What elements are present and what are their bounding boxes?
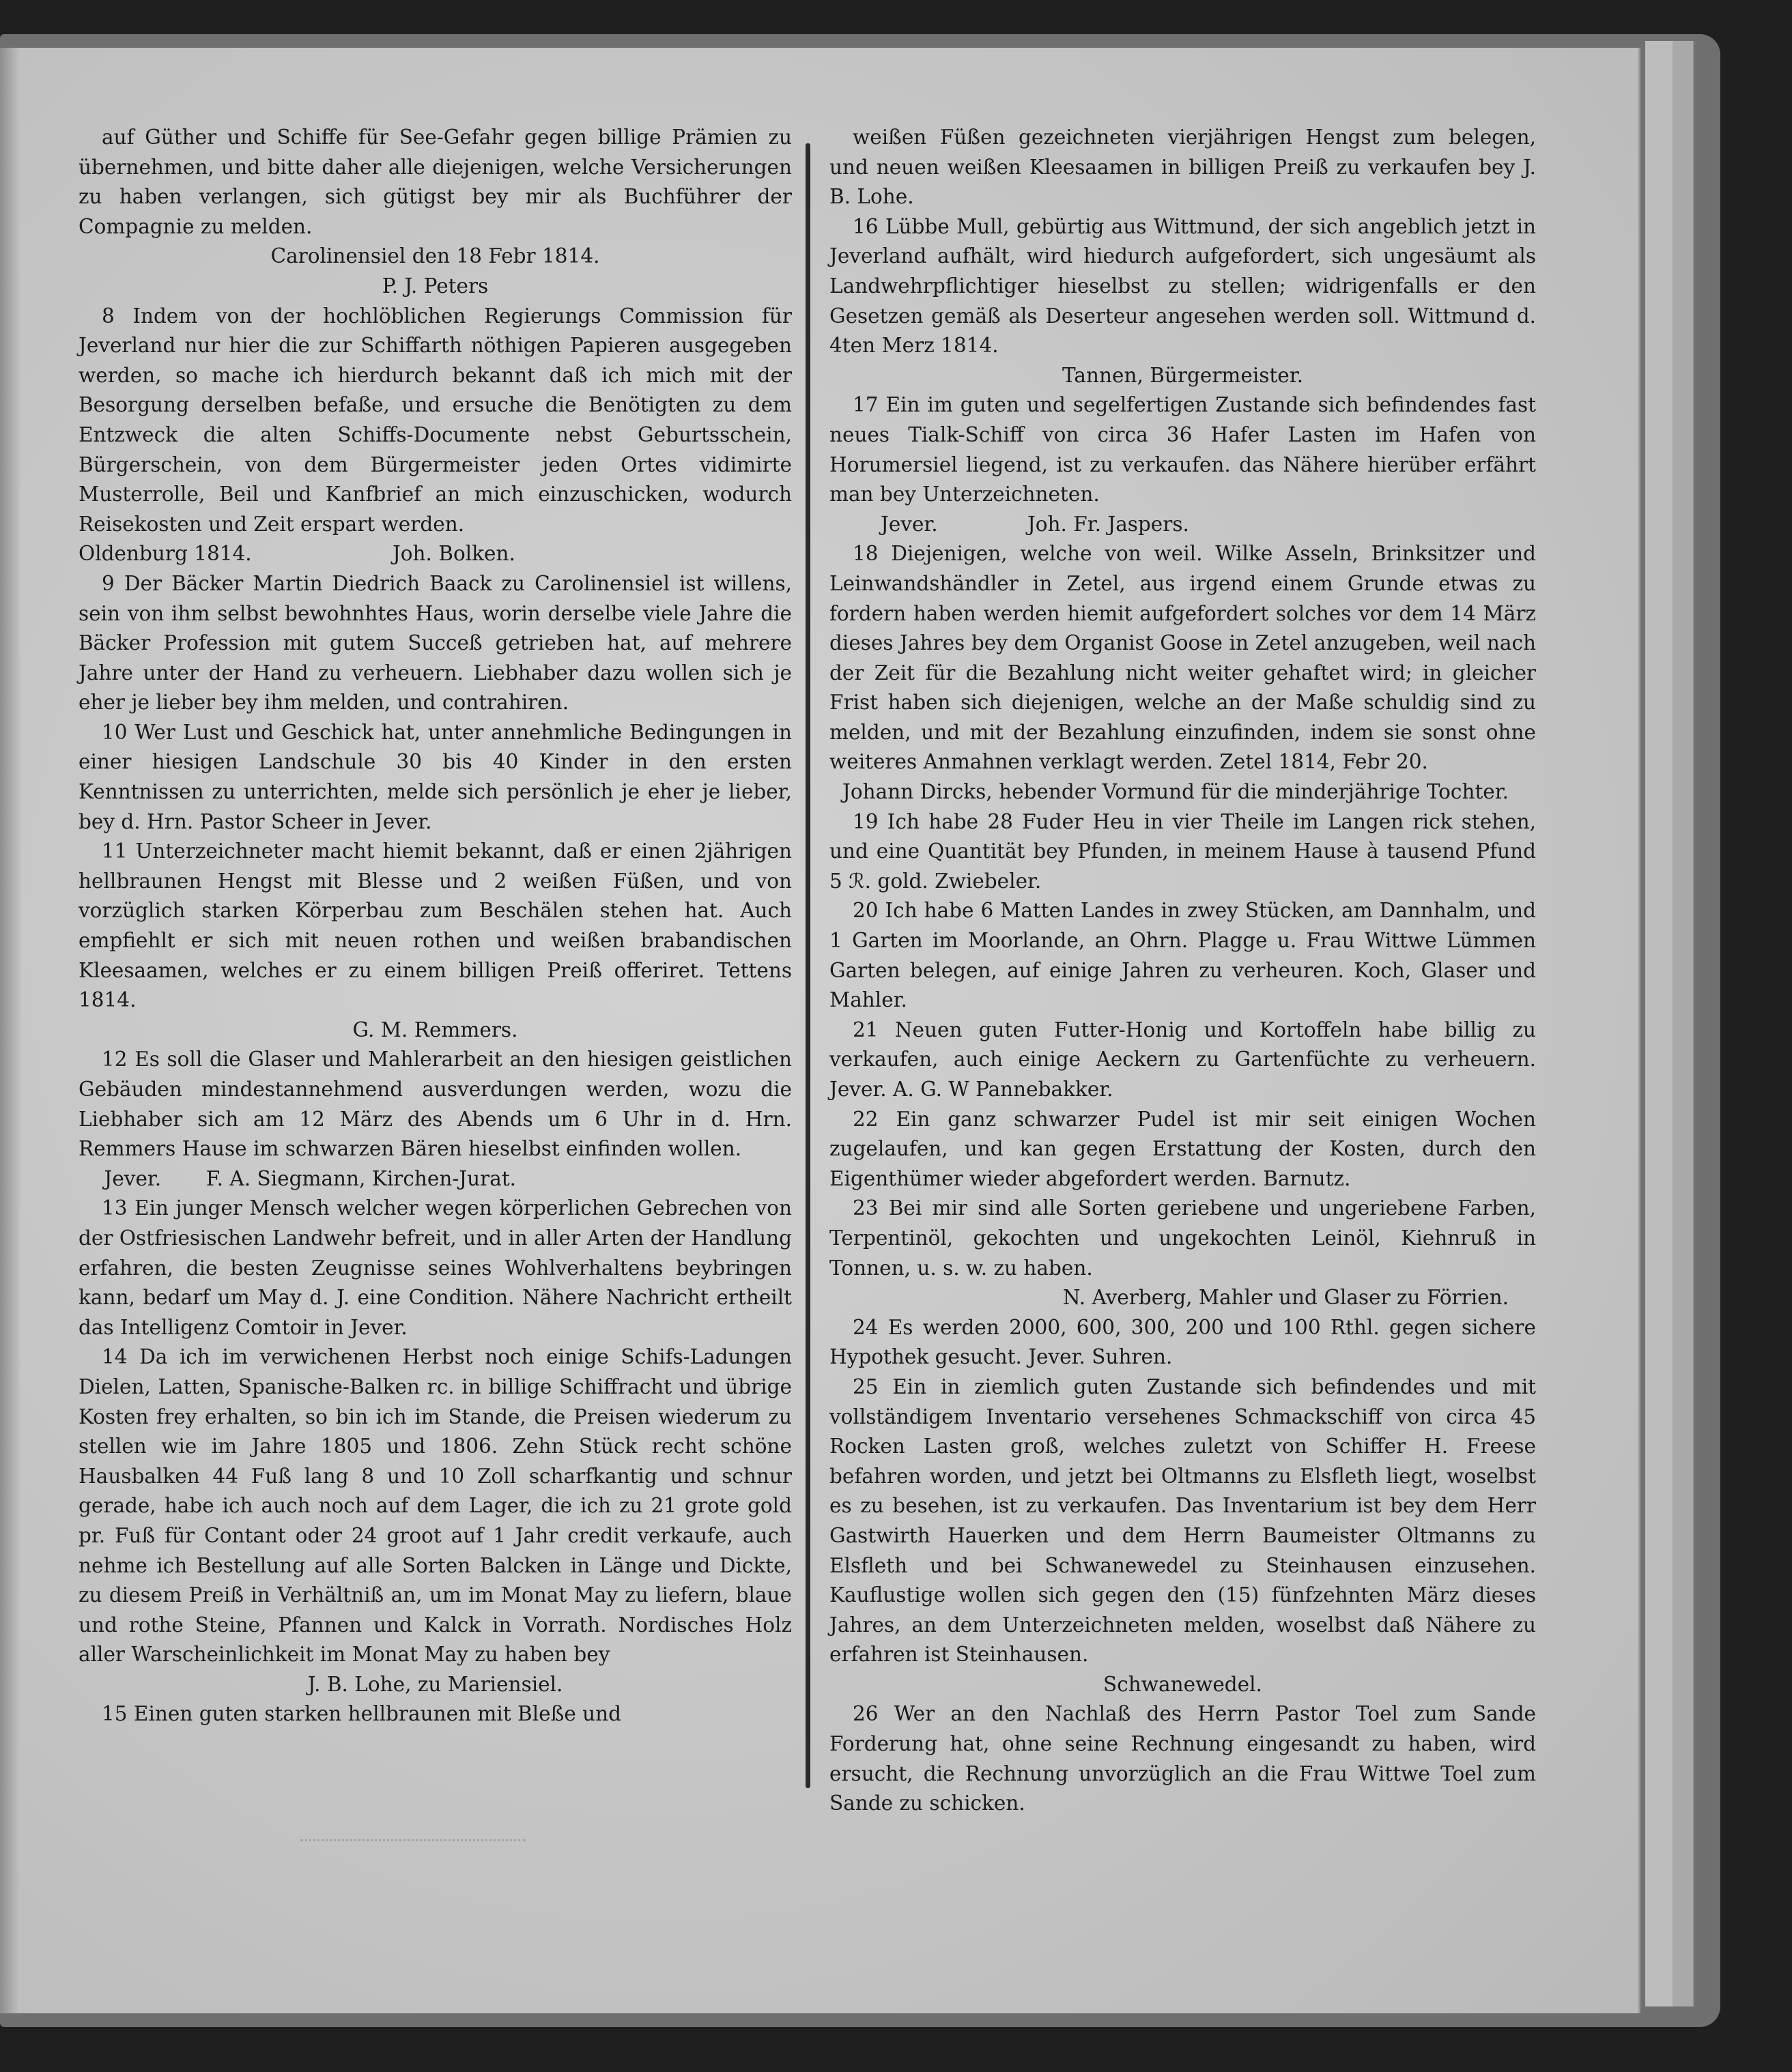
right-column-item-4: 17 Ein im guten und segelfertigen Zustande sich befindendes fast neues Tialk-Schiff von circa 36 Hafer Lasten im Hafen von Horumersiel liegend, ist zu verkaufen. das Nähere hierüber erfährt man bey Unterzeichneten. — [829, 393, 1536, 506]
right-column-item-10: 21 Neuen guten Futter-Honig und Kortoffeln habe billig zu verkaufen, auch einige Aeckern zu Gartenfüchte zu verheuern. Jever. A. G. W Pannebakker. — [829, 1018, 1536, 1101]
right-column-item-6: 18 Diejenigen, welche von weil. Wilke Asseln, Brinksitzer und Leinwandshändler in Zetel, aus irgend einem Grunde etwas zu fordern haben werden hiemit aufgefordert solches vor dem 14 März dieses Jahres bey dem Organist Goose in Zetel anzugeben, weil nach der Zeit für die Bezahlung nicht weiter gehaftet wird; in gleicher Frist haben sich diejenigen, welche an der Maße schuldig sind zu melden, und mit der Bezahlung einzufinden, indem sie sonst ohne weiteres Anmahnen verklagt werden. Zetel 1814, Febr 20. — [829, 542, 1536, 774]
right-column-item-12: 23 Bei mir sind alle Sorten geriebene und ungeriebene Farben, Terpentinöl, gekochten und ungekochten Leinöl, Kiehnruß in Tonnen, u. s. w. zu haben. — [829, 1196, 1536, 1280]
left-column-item-10: 12 Es soll die Glaser und Mahlerarbeit an den hiesigen geistlichen Gebäuden mindestannehmend ausverdungen werden, wozu die Liebhaber sich am 12 März des Abends um 6 Uhr in d. Hrn. Remmers Hause im schwarzen Bären hieselbst einfinden wollen. — [79, 1048, 792, 1161]
page-gutter — [0, 48, 20, 2013]
right-column-item-13: N. Averberg, Mahler und Glaser zu Förrien. — [1062, 1286, 1509, 1310]
newspaper-page — [0, 48, 1640, 2013]
right-column — [829, 123, 1536, 1819]
left-column-item-3: P. J. Peters — [382, 274, 489, 298]
left-column — [79, 123, 792, 1729]
right-column-item-16: Schwanewedel. — [1103, 1672, 1262, 1696]
right-column-item-1: weißen Füßen gezeichneten vierjährigen Hengst zum belegen, und neuen weißen Kleesaamen in billigen Preiß zu verkaufen bey J. B. Lohe. — [829, 126, 1536, 209]
left-column-item-5: Oldenburg 1814. Joh. Bolken. — [79, 542, 515, 566]
right-column-item-15: 25 Ein in ziemlich guten Zustande sich befindendes und mit vollständigem Inventario versehenes Schmackschiff von circa 45 Rocken Lasten groß, welches zuletzt von Schiffer H. Freese befahren worden, und jetzt bei Oltmanns zu Elsfleth liegt, woselbst es zu besehen, ist zu verkaufen. Das Inventarium ist bey dem Herr Gastwirth Hauerken und dem Herrn Baumeister Oltmanns zu Elsfleth und bei Schwanewedel zu Steinhausen einzusehen. Kauflustige wollen sich gegen den (15) fünfzehnten März dieses Jahres, an dem Unterzeichneten melden, woselbst daß Nähere zu erfahren ist Steinhausen. — [829, 1375, 1536, 1667]
right-column-item-14: 24 Es werden 2000, 600, 300, 200 und 100 Rthl. gegen sichere Hypothek gesucht. Jever. Suhren. — [829, 1315, 1536, 1369]
right-column-item-11: 22 Ein ganz schwarzer Pudel ist mir seit einigen Wochen zugelaufen, und kan gegen Erstattung der Kosten, durch den Eigenthümer wieder abgefordert werden. Barnutz. — [829, 1107, 1536, 1190]
left-column-item-15: 15 Einen guten starken hellbraunen mit Bleße und — [102, 1702, 622, 1726]
left-column-item-14: J. B. Lohe, zu Mariensiel. — [307, 1672, 563, 1696]
left-column-item-12: 13 Ein junger Mensch welcher wegen körperlichen Gebrechen von der Ostfriesischen Landwehr befreit, und in aller Arten der Handlung erfahren, die besten Zeugnisse seines Wohlverhaltens beybringen kann, bedarf um May d. J. eine Condition. Nähere Nachricht ertheilt das Intelligenz Comtoir in Jever. — [79, 1196, 792, 1339]
column-rule — [806, 143, 810, 1788]
right-column-item-17: 26 Wer an den Nachlaß des Herrn Pastor Toel zum Sande Forderung hat, ohne seine Rechnung eingesandt zu haben, wird ersucht, die Rechnung unvorzüglich an die Frau Wittwe Toel zum Sande zu schicken. — [829, 1702, 1536, 1815]
right-column-item-7: Johann Dircks, hebender Vormund für die minderjährige Tochter. — [842, 780, 1509, 804]
left-column-item-11: Jever. F. A. Siegmann, Kirchen-Jurat. — [79, 1166, 517, 1190]
page-edge — [1673, 41, 1694, 2006]
right-column-item-8: 19 Ich habe 28 Fuder Heu in vier Theile im Langen rick stehen, und eine Quantität bey Pfunden, in meinem Hause à tausend Pfund 5 ℛ. gold. Zwiebeler. — [829, 809, 1536, 893]
left-column-item-4: 8 Indem von der hochlöblichen Regierungs Commission für Jeverland nur hier die zur Schiffarth nöthigen Papieren ausgegeben werden, so mache ich hierdurch bekannt daß ich mich mit der Besorgung derselben befaße, und ersuche die Benötigten zu dem Entzweck die alten Schiffs-Documente nebst Geburtsschein, Bürgerschein, von dem Bürgermeister jeden Ortes vidimirte Musterrolle, Beil und Kanfbrief an mich einzuschicken, wodurch Reisekosten und Zeit erspart werden. — [79, 304, 792, 536]
left-column-item-7: 10 Wer Lust und Geschick hat, unter annehmliche Bedingungen in einer hiesigen Landschule 30 bis 40 Kinder in den ersten Kenntnissen zu unterrichten, melde sich persönlich je eher je lieber, bey d. Hrn. Pastor Scheer in Jever. — [79, 720, 792, 833]
right-column-item-9: 20 Ich habe 6 Matten Landes in zwey Stücken, am Dannhalm, und 1 Garten im Moorlande, an Ohrn. Plagge u. Frau Wittwe Lümmen Garten belegen, auf einige Jahren zu verheuren. Koch, Glaser und Mahler. — [829, 899, 1536, 1012]
left-column-item-1: auf Güther und Schiffe für See-Gefahr gegen billige Prämien zu übernehmen, und bitte daher alle diejenigen, welche Versicherungen zu haben verlangen, sich gütigst bey mir als Buchführer der Compagnie zu melden. — [79, 126, 792, 238]
left-column-item-13: 14 Da ich im verwichenen Herbst noch einige Schifs-Ladungen Dielen, Latten, Spanische-Balken rc. in billige Schiffracht und übrige Kosten frey erhalten, so bin ich im Stande, die Preisen wiederum zu stellen wie im Jahre 1805 und 1806. Zehn Stück recht schöne Hausbalken 44 Fuß lang 8 und 10 Zoll scharfkantig und schnur gerade, habe ich auch noch auf dem Lager, die ich zu 21 grote gold pr. Fuß für Contant oder 24 groot auf 1 Jahr credit verkaufe, auch nehme ich Bestellung auf alle Sorten Balcken in Länge und Dickte, zu diesem Preiß in Verhältniß an, um im Monat May zu liefern, blaue und rothe Steine, Pfannen und Kalck in Vorrath. Nordisches Holz aller Warscheinlichkeit im Monat May zu haben bey — [79, 1345, 792, 1667]
left-column-item-8: 11 Unterzeichneter macht hiemit bekannt, daß er einen 2jährigen hellbraunen Hengst mit Blesse und 2 weißen Füßen, und von vorzüglich starken Körperbau zum Beschälen stehen hat. Auch empfiehlt er sich mit neuen rothen und weißen brabandischen Kleesaamen, welches er zu einem billigen Preiß offeriret. Tettens 1814. — [79, 839, 792, 1012]
decorative-rule — [300, 1839, 526, 1848]
left-column-item-2: Carolinensiel den 18 Febr 1814. — [270, 244, 600, 268]
page-edge — [1645, 41, 1674, 2006]
right-column-item-2: 16 Lübbe Mull, gebürtig aus Wittmund, der sich angeblich jetzt in Jeverland aufhält, wird hiedurch aufgefordert, sich ungesäumt als Landwehrpflichtiger hieselbst zu stellen; widrigenfalls er den Gesetzen gemäß als Deserteur angesehen werden soll. Wittmund d. 4ten Merz 1814. — [829, 214, 1536, 358]
left-column-item-9: G. M. Remmers. — [352, 1018, 518, 1041]
right-column-item-3: Tannen, Bürgermeister. — [1062, 363, 1303, 387]
right-column-item-5: Jever. Joh. Fr. Jaspers. — [829, 512, 1189, 536]
left-column-item-6: 9 Der Bäcker Martin Diedrich Baack zu Carolinensiel ist willens, sein von ihm selbst bewohnhtes Haus, worin derselbe viele Jahre die Bäcker Profession mit gutem Succeß getrieben hat, auf mehrere Jahre unter der Hand zu verheuern. Liebhaber dazu wollen sich je eher je lieber bey ihm melden, und contrahiren. — [79, 571, 792, 715]
